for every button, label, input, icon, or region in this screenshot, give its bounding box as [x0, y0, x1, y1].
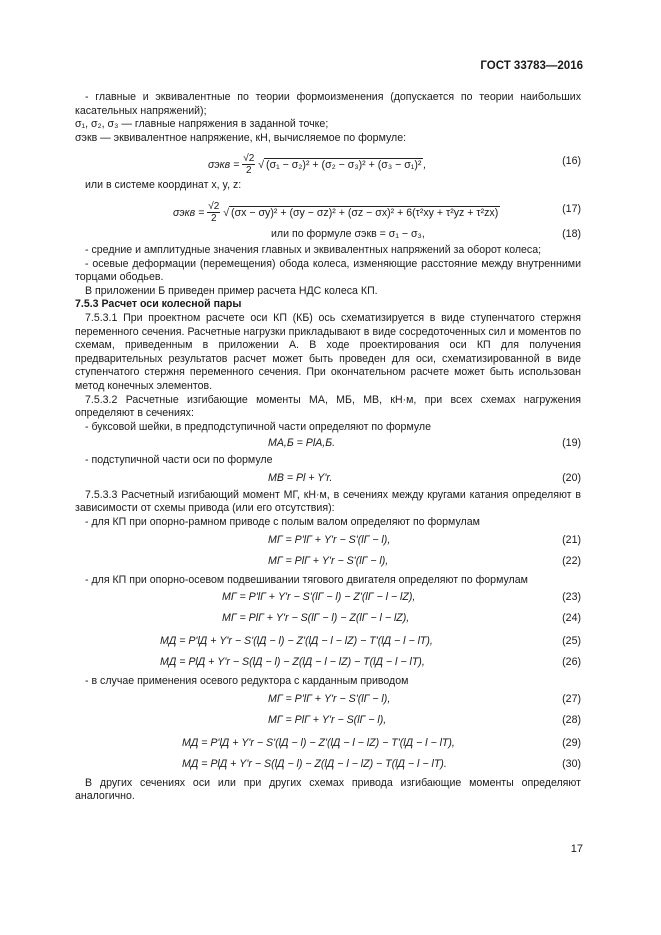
formula-30 [75, 755, 581, 777]
paragraph: - буксовой шейки, в предподступичной части определяют по формуле [85, 420, 431, 433]
formula-radicand: (σ₁ − σ₂)² + (σ₂ − σ₃)² + (σ₃ − σ₁)² [266, 159, 422, 172]
paragraph: 7.5.3.1 При проектном расчете оси КП (КБ) ось схематизируется в виде ступенчатого стержня переменного сечения. Расчетные нагрузки прикладывают в виде сосредоточенных сил и моментов по схемам, приведенным в приложении А. В ходе проектирования оси КП для получения предварительных результатов расчет может быть проведен для оси, схематизированной в виде ступенчатого стержня переменного сечения. При окончательном расчете может быть использован метод конечных элементов. [75, 311, 581, 392]
formula-text: MА,Б = PlА,Б. [268, 437, 336, 450]
paragraph: σ₁, σ₂, σ₃ — главные напряжения в заданной точке; [75, 118, 329, 131]
formula-number: (30) [562, 757, 581, 770]
formula-29 [75, 733, 581, 755]
formula-number: (27) [562, 692, 581, 705]
fraction-denominator: 2 [210, 212, 217, 224]
formula-21 [75, 530, 581, 552]
fraction-denominator: 2 [245, 165, 252, 177]
formula-24 [75, 609, 581, 631]
formula-number: (19) [562, 437, 581, 450]
paragraph: - главные и эквивалентные по теории формоизменения (допускается по теории наибольших касательных напряжений); [75, 91, 581, 117]
formula-number: (26) [562, 656, 581, 669]
formula-text: MГ = P'lГ + Y'r − S'(lГ − l), [268, 533, 391, 546]
formula-22 [75, 552, 581, 574]
formula-number: (16) [562, 155, 581, 168]
paragraph: В других сечениях оси или при других схемах привода изгибающие моменты определяют аналогично. [75, 776, 581, 803]
paragraph: 7.5.3.3 Расчетный изгибающий момент MГ, кН·м, в сечениях между кругами катания определяют в зависимости от схемы привода (или его отсутствия): [75, 488, 581, 515]
formula-17: $\sigma экв = \frac{√2}{2}$ √ (σx − σy)² + (σy − σz)² + (σz − σx)² + 6(τ²xy + τ²yz + τ²zx) (17) [173, 200, 581, 224]
formula-text: MГ = P'lГ + Y'r − S'(lГ − l) − Z'(lГ − l − lZ), [222, 591, 416, 604]
formula-number: (28) [562, 713, 581, 726]
paragraph: σэкв — эквивалентное напряжение, кН, вычисляемое по формуле: [75, 131, 407, 144]
formula-text: MД = PlД + Y'r − S(lД − l) − Z(lД − l − lZ) − T(lД − l − lT). [182, 757, 447, 770]
formula-lhs: σэкв = [208, 159, 240, 172]
formula-26 [75, 653, 581, 675]
paragraph: - в случае применения осевого редуктора с карданным приводом [85, 675, 409, 688]
fraction-numerator: √2 [208, 200, 220, 212]
paragraph: - подступичной части оси по формуле [85, 454, 273, 467]
formula-27 [75, 689, 581, 711]
formula-23 [75, 587, 581, 609]
formula-number: (29) [562, 736, 581, 749]
paragraph: или в системе координат x, y, z: [85, 179, 242, 192]
formula-19 [75, 434, 581, 454]
paragraph: 7.5.3.2 Расчетные изгибающие моменты MА, MБ, MВ, кН·м, при всех схемах нагружения определяют в сечениях: [75, 393, 581, 420]
paragraph: В приложении Б приведен пример расчета НДС колеса КП. [85, 284, 378, 297]
formula-text: MВ = Pl + Y'r. [268, 471, 333, 484]
formula-number: (18) [562, 227, 581, 240]
formula-number: (25) [562, 635, 581, 648]
formula-28 [75, 711, 581, 733]
formula-number: (24) [562, 612, 581, 625]
formula-tail: , [423, 159, 427, 172]
formula-text: MГ = P'lГ + Y'r − S'(lГ − l), [268, 692, 391, 705]
document-code: ГОСТ 33783—2016 [480, 60, 583, 72]
formula-number: (22) [562, 554, 581, 567]
formula-lhs: σэкв = [173, 206, 205, 219]
formula-number: (20) [562, 471, 581, 484]
formula-text: MГ = PlГ + Y'r − S'(lГ − l), [268, 554, 389, 567]
formula-number: (21) [562, 533, 581, 546]
formula-text: MГ = PlГ + Y'r − S(lГ − l), [268, 713, 387, 726]
page-number: 17 [570, 843, 583, 855]
formula-number: (23) [562, 591, 581, 604]
formula-text: или по формуле σэкв = σ₁ − σ₃, [271, 227, 425, 240]
paragraph: - для КП при опорно-рамном приводе с полым валом определяют по формулам [85, 516, 480, 529]
formula-radicand: (σx − σy)² + (σy − σz)² + (σz − σx)² + 6(τ²xy + τ²yz + τ²zx) [231, 206, 499, 219]
formula-25 [75, 631, 581, 653]
formula-text: MД = PlД + Y'r − S(lД − l) − Z(lД − l − lZ) − T(lД − l − lT), [160, 656, 425, 669]
formula-text: MД = P'lД + Y'r − S'(lД − l) − Z'(lД − l − lZ) − T'(lД − l − lT), [182, 736, 455, 749]
paragraph: - для КП при опорно-осевом подвешивании тягового двигателя определяют по формулам [85, 573, 528, 586]
fraction-numerator: √2 [243, 153, 255, 165]
formula-text: MД = P'lД + Y'r − S'(lД − l) − Z'(lД − l − lZ) − T'(lД − l − lT), [160, 635, 433, 648]
formula-text: MГ = PlГ + Y'r − S(lГ − l) − Z(lГ − l − lZ), [222, 612, 410, 625]
formula-20 [75, 468, 581, 489]
formula-18 [75, 227, 581, 244]
formula-16: $\sigma экв = \frac{√2}{2}$ √ (σ₁ − σ₂)² + (σ₂ − σ₃)² + (σ₃ − σ₁)² , (16) [208, 153, 581, 177]
formula-number: (17) [562, 202, 581, 215]
paragraph: - средние и амплитудные значения главных и эквивалентных напряжений за оборот колеса; [85, 243, 542, 256]
section-heading: 7.5.3 Расчет оси колесной пары [75, 298, 242, 311]
page-body [75, 91, 581, 804]
paragraph: - осевые деформации (перемещения) обода колеса, изменяющие расстояние между внутренними торцами ободьев. [75, 257, 581, 284]
